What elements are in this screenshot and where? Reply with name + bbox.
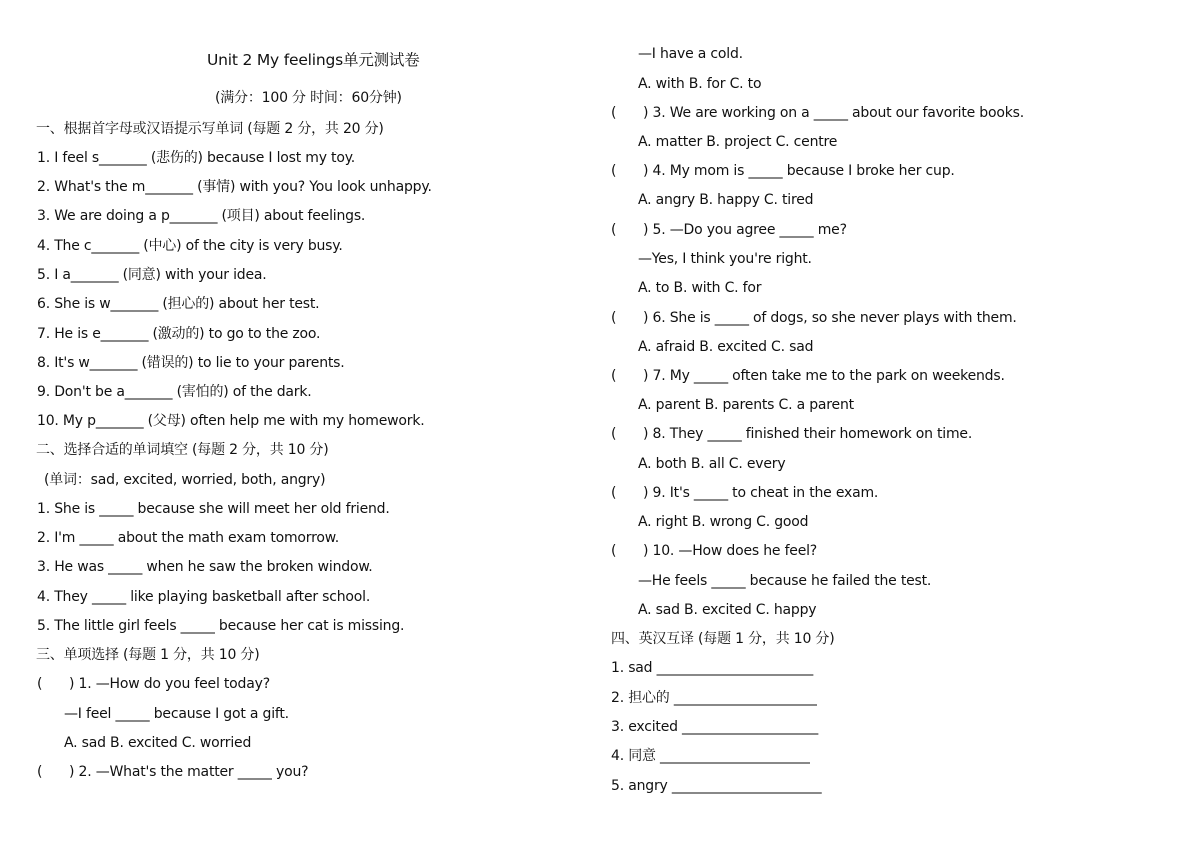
- question-options: A. sad B. excited C. happy: [638, 602, 817, 618]
- answer-blank[interactable]: (: [611, 310, 617, 326]
- section2-item: 1. She is _____ because she will meet her old friend.: [37, 501, 390, 517]
- section4-item[interactable]: 1. sad _______________________: [611, 660, 814, 676]
- section1-item: 1. I feel s_______ (悲伤的) because I lost my toy.: [37, 150, 356, 166]
- section1-item: 6. She is w_______ (担心的) about her test.: [37, 296, 320, 312]
- question-options: A. with B. for C. to: [638, 76, 762, 92]
- question-options: A. both B. all C. every: [638, 456, 786, 472]
- answer-blank[interactable]: (: [611, 368, 617, 384]
- section1-item: 2. What's the m_______ (事情) with you? You look unhappy.: [37, 179, 432, 195]
- section1-item: 10. My p_______ (父母) often help me with my homework.: [37, 413, 425, 429]
- answer-blank[interactable]: (: [611, 105, 617, 121]
- section4-item[interactable]: 3. excited ____________________: [611, 719, 819, 735]
- question-stem: ) 8. They _____ finished their homework on time.: [643, 426, 973, 442]
- section4-heading: 四、英汉互译 (每题 1 分，共 10 分): [611, 631, 835, 647]
- section1-item: 3. We are doing a p_______ (项目) about feelings.: [37, 208, 366, 224]
- question-line: —He feels _____ because he failed the test.: [638, 573, 932, 589]
- section1-item: 5. I a_______ (同意) with your idea.: [37, 267, 267, 283]
- section2-item: 5. The little girl feels _____ because her cat is missing.: [37, 618, 405, 634]
- section1-item: 8. It's w_______ (错误的) to lie to your parents.: [37, 355, 345, 371]
- question-stem: ) 1. —How do you feel today?: [69, 676, 270, 692]
- page-subtitle: (满分：100 分 时间：60分钟): [215, 90, 402, 106]
- section4-item[interactable]: 5. angry ______________________: [611, 778, 822, 794]
- question-options: A. sad B. excited C. worried: [64, 735, 252, 751]
- section2-word-bank: (单词：sad, excited, worried, both, angry): [44, 472, 326, 488]
- question-stem: ) 3. We are working on a _____ about our favorite books.: [643, 105, 1024, 121]
- section2-item: 2. I'm _____ about the math exam tomorrow.: [37, 530, 339, 546]
- answer-blank[interactable]: (: [611, 543, 617, 559]
- question-stem: ) 4. My mom is _____ because I broke her cup.: [643, 163, 955, 179]
- question-stem: ) 5. —Do you agree _____ me?: [643, 222, 847, 238]
- section4-item[interactable]: 4. 同意 ______________________: [611, 748, 810, 764]
- question-stem: ) 7. My _____ often take me to the park on weekends.: [643, 368, 1005, 384]
- section1-heading: 一、根据首字母或汉语提示写单词 (每题 2 分，共 20 分): [36, 121, 384, 137]
- question-options: A. afraid B. excited C. sad: [638, 339, 814, 355]
- question-stem: ) 10. —How does he feel?: [643, 543, 818, 559]
- question-options: A. matter B. project C. centre: [638, 134, 838, 150]
- section1-item: 7. He is e_______ (激动的) to go to the zoo.: [37, 326, 321, 342]
- question-options: A. angry B. happy C. tired: [638, 192, 814, 208]
- section1-item: 9. Don't be a_______ (害怕的) of the dark.: [37, 384, 312, 400]
- question-stem: ) 9. It's _____ to cheat in the exam.: [643, 485, 879, 501]
- question-options: A. parent B. parents C. a parent: [638, 397, 854, 413]
- question-line: —Yes, I think you're right.: [638, 251, 812, 267]
- question-stem: ) 2. —What's the matter _____ you?: [69, 764, 309, 780]
- section3-heading: 三、单项选择 (每题 1 分，共 10 分): [36, 647, 260, 663]
- page-title: Unit 2 My feelings单元测试卷: [207, 51, 420, 69]
- question-options: A. to B. with C. for: [638, 280, 762, 296]
- section2-item: 4. They _____ like playing basketball after school.: [37, 589, 371, 605]
- section4-item[interactable]: 2. 担心的 _____________________: [611, 690, 817, 706]
- answer-blank[interactable]: (: [611, 485, 617, 501]
- question-options: A. right B. wrong C. good: [638, 514, 809, 530]
- question-stem: ) 6. She is _____ of dogs, so she never plays with them.: [643, 310, 1017, 326]
- question-line: —I feel _____ because I got a gift.: [64, 706, 289, 722]
- section2-item: 3. He was _____ when he saw the broken window.: [37, 559, 373, 575]
- section2-heading: 二、选择合适的单词填空 (每题 2 分，共 10 分): [36, 442, 329, 458]
- section1-item: 4. The c_______ (中心) of the city is very busy.: [37, 238, 343, 254]
- answer-blank[interactable]: (: [37, 764, 43, 780]
- answer-blank[interactable]: (: [37, 676, 43, 692]
- question-line: —I have a cold.: [638, 46, 743, 62]
- answer-blank[interactable]: (: [611, 222, 617, 238]
- answer-blank[interactable]: (: [611, 426, 617, 442]
- answer-blank[interactable]: (: [611, 163, 617, 179]
